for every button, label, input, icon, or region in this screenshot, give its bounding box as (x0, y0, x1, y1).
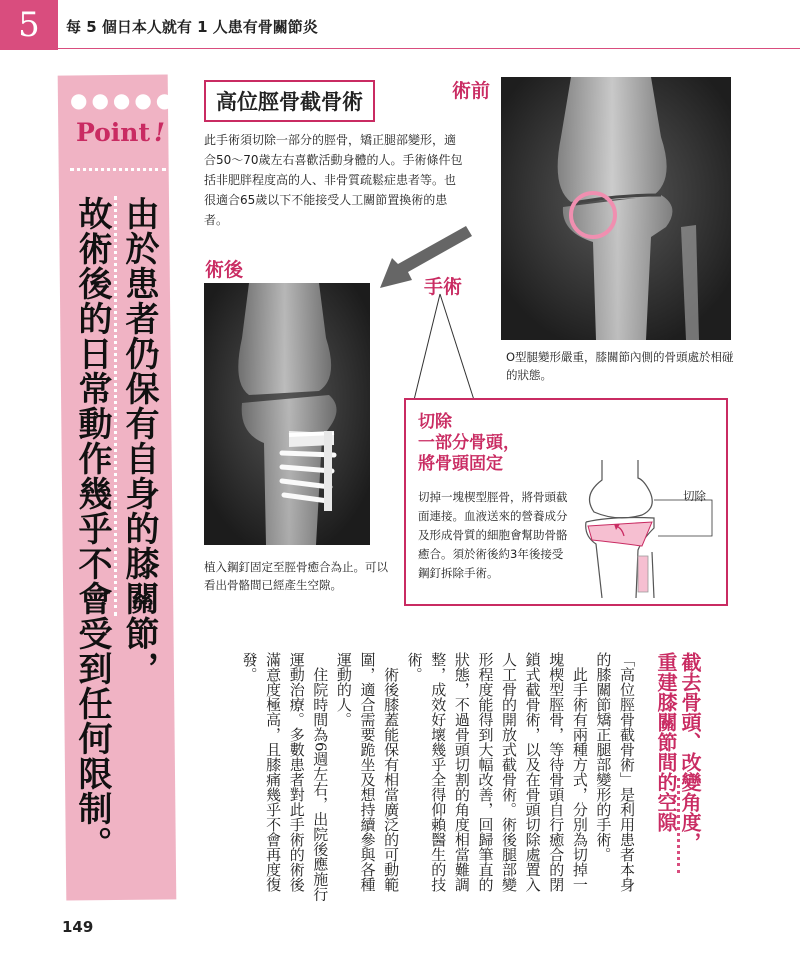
callout-pointer (410, 292, 480, 402)
procedure-description: 此手術須切除一部分的脛骨，矯正腿部變形，適合50〜70歲左右喜歡活動身體的人。手術條件包括非肥胖程度高的人、非骨質疏鬆症患者等。也很適合65歲以下不能接受人工關節置換術的患者。 (204, 133, 463, 227)
label-cut: 切除 (683, 489, 706, 503)
section-heading-line-2: 重建膝關節間的空隙 (654, 652, 678, 832)
section-heading-dots (677, 778, 680, 873)
label-after-surgery: 術後 (205, 259, 244, 281)
procedure-title: 高位脛骨截骨術 (204, 80, 375, 122)
page-number: 149 (62, 918, 94, 936)
section-heading-line-1: 截去骨頭、改變角度， (678, 652, 702, 852)
article-body (196, 652, 638, 902)
header-divider (58, 48, 800, 49)
caption-before: O型腿變形嚴重，膝關節內側的骨頭處於相碰的狀態。 (506, 350, 734, 382)
knee-cut-diagram (572, 460, 720, 598)
xray-after-drawing (204, 283, 370, 545)
callout-title-line-3: 將骨頭固定 (418, 454, 503, 474)
point-column-divider (114, 196, 117, 616)
running-header-title: 每 5 個日本人就有 1 人患有骨關節炎 (66, 18, 318, 36)
point-dots: ●●●●● (70, 88, 178, 112)
point-divider (70, 168, 166, 171)
callout-text: 切掉一塊楔型脛骨，將骨頭截面連接。血液送來的營養成分及形成骨質的細胞會幫助骨骼癒合。須於術後約3年後接受鋼釘拆除手術。 (418, 490, 568, 580)
label-before-surgery: 術前 (452, 80, 491, 102)
point-text-column-1: 由於患者仍保有自身的膝關節， (119, 196, 159, 686)
xray-after-image (204, 283, 370, 545)
xray-before-image (501, 77, 731, 340)
callout-title (418, 412, 520, 475)
caption-after: 植入鋼釘固定至脛骨癒合為止。可以看出骨骼間已經產生空隙。 (204, 560, 388, 592)
point-text-column-2: 故術後的日常動作幾乎不會受到任何限制。 (72, 196, 112, 861)
body-paragraph-3: 術後膝蓋能保有相當廣泛的可動範圍，適合需要跪坐及想持續參與各種運動的人。 (334, 652, 401, 892)
body-paragraph-1: 「高位脛骨截骨術」是利用患者本身的膝關節矯正腿部變形的手術。 (594, 652, 636, 892)
point-label (76, 118, 165, 147)
callout-title-line-2: 一部分骨頭， (418, 433, 520, 453)
chapter-number-badge: 5 (0, 0, 58, 50)
label-surgery: 手術 (424, 276, 463, 298)
arrow-icon (378, 222, 472, 292)
body-paragraph-4: 住院時間為6週左右，出院後應施行運動治療。多數患者對此手術的術後滿意度極高，且膝痛幾乎不會再度復發。 (240, 652, 330, 902)
point-label-text: Point (76, 118, 151, 147)
xray-before-drawing (501, 77, 731, 340)
point-exclaim: ! (154, 118, 166, 147)
callout-title-line-1: 切除 (418, 412, 452, 432)
body-paragraph-2: 此手術有兩種方式，分別為切掉一塊楔型脛骨，等待骨頭自行癒合的閉鎖式截骨術，以及在骨頭切除處置入人工骨的開放式截骨術。術後腿部變形程度能得到大幅改善，回歸筆直的狀態，不過骨頭切割的角度相當難調整，成效好壞幾乎全得仰賴醫生的技術。 (405, 652, 589, 892)
